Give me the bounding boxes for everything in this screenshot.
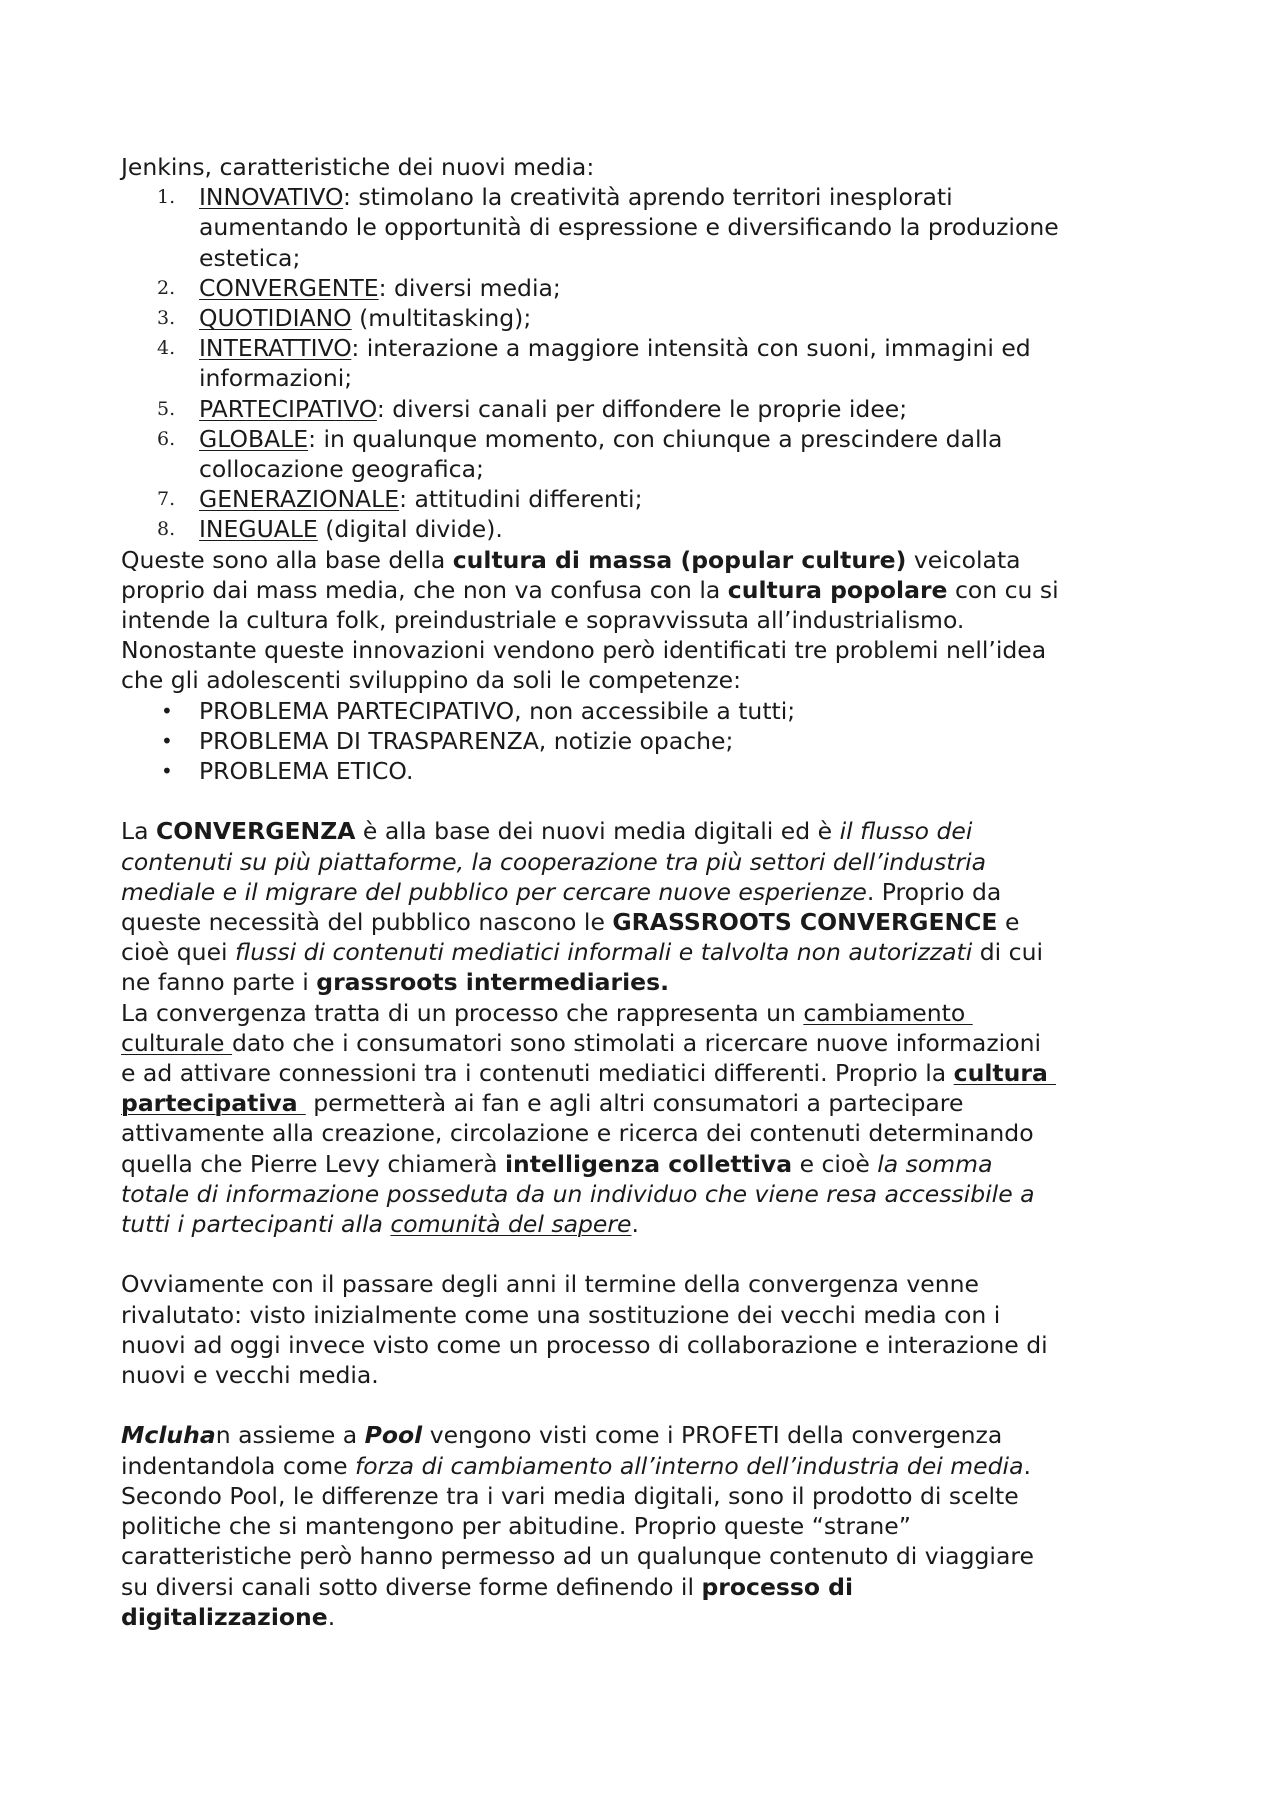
heading: Jenkins, caratteristiche dei nuovi media: <box>121 153 595 181</box>
list-number: 7. <box>157 488 176 511</box>
list-item: 8. INEGUALE (digital divide). <box>157 515 503 544</box>
list-item: 1. INNOVATIVO: stimolano la creatività aprendo territori inesplorati aumentando le opportunità di espressione e diversificando la produzione estetica; <box>157 183 1059 272</box>
features-list <box>121 182 1181 544</box>
feature-term: CONVERGENTE <box>199 273 379 302</box>
problems-list <box>121 696 1181 787</box>
feature-term: INNOVATIVO <box>199 183 344 212</box>
feature-term: GENERAZIONALE <box>199 485 400 514</box>
paragraph-prophets: Mcluhan assieme a Pool vengono visti come i PROFETI della convergenza indentandola come forza di cambiamento all’interno dell’industria dei media. Secondo Pool, le differenze tra i vari media digitali, sono il prodotto di scelte politiche che si mantengono per abitudine. Proprio queste “strane” caratteristiche però hanno permesso ad un qualunque contenuto di viaggiare su diversi canali sotto diverse forme definendo il processo di digitalizzazione. <box>121 1421 1034 1631</box>
document-page <box>121 152 1181 1632</box>
feature-term: GLOBALE <box>199 424 309 453</box>
list-item: • PROBLEMA DI TRASPARENZA, notizie opache; <box>161 726 734 755</box>
list-number: 6. <box>157 427 176 450</box>
list-item: • PROBLEMA PARTECIPATIVO, non accessibile a tutti; <box>161 696 796 725</box>
bullet-icon: • <box>161 698 173 723</box>
bullet-icon: • <box>161 759 173 784</box>
feature-term: INTERATTIVO <box>199 334 352 363</box>
list-number: 2. <box>157 276 176 299</box>
bullet-icon: • <box>161 728 173 753</box>
feature-term: QUOTIDIANO <box>199 304 352 333</box>
list-number: 3. <box>157 307 176 330</box>
list-number: 1. <box>157 186 176 209</box>
list-item: 4. INTERATTIVO: interazione a maggiore intensità con suoni, immagini ed informazioni; <box>157 334 1031 393</box>
list-item: 5. PARTECIPATIVO: diversi canali per diffondere le proprie idee; <box>157 394 908 423</box>
paragraph-mass-culture: Queste sono alla base della cultura di massa (popular culture) veicolata proprio dai mass media, che non va confusa con la cultura popolare con cu si intende la cultura folk, preindustriale e sopravvissuta all’industrialismo. Nonostante queste innovazioni vendono però identificati tre problemi nell’idea che gli adolescenti sviluppino da soli le competenze: <box>121 545 1059 695</box>
list-item: 7. GENERAZIONALE: attitudini differenti; <box>157 485 643 514</box>
list-item: • PROBLEMA ETICO. <box>161 757 414 786</box>
list-item: 3. QUOTIDIANO (multitasking); <box>157 304 532 333</box>
list-number: 8. <box>157 518 176 541</box>
feature-term: INEGUALE <box>199 515 318 544</box>
list-item: 6. GLOBALE: in qualunque momento, con chiunque a prescindere dalla collocazione geografica; <box>157 424 1003 484</box>
list-item: 2. CONVERGENTE: diversi media; <box>157 273 561 302</box>
paragraph-convergence: La CONVERGENZA è alla base dei nuovi media digitali ed è il flusso dei contenuti su più piattaforme, la cooperazione tra più settori dell’industria mediale e il migrare del pubblico per cercare nuove esperienze. Proprio da queste necessità del pubblico nascono le GRASSROOTS CONVERGENCE e cioè quei flussi di contenuti mediatici informali e talvolta non autorizzati di cui ne fanno parte i grassroots intermediaries. <box>121 817 1044 997</box>
list-number: 5. <box>157 397 176 420</box>
paragraph-reevaluation: Ovviamente con il passare degli anni il termine della convergenza venne rivalutato: visto inizialmente come una sostituzione dei vecchi media con i nuovi ad oggi invece visto come un processo di collaborazione e interazione di nuovi e vecchi media. <box>121 1270 1048 1390</box>
paragraph-cultural-change: La convergenza tratta di un processo che rappresenta un cambiamento culturale dato che i consumatori sono stimolati a ricercare nuove informazioni e ad attivare connessioni tra i contenuti mediatici differenti. Proprio la cultura partecipativa permetterà ai fan e agli altri consumatori a partecipare attivamente alla creazione, circolazione e ricerca dei contenuti determinando quella che Pierre Levy chiamerà intelligenza collettiva e cioè la somma totale di informazione posseduta da un individuo che viene resa accessibile a tutti i partecipanti alla comunità del sapere. <box>121 998 1056 1239</box>
list-number: 4. <box>157 337 176 360</box>
feature-term: PARTECIPATIVO <box>199 394 377 423</box>
